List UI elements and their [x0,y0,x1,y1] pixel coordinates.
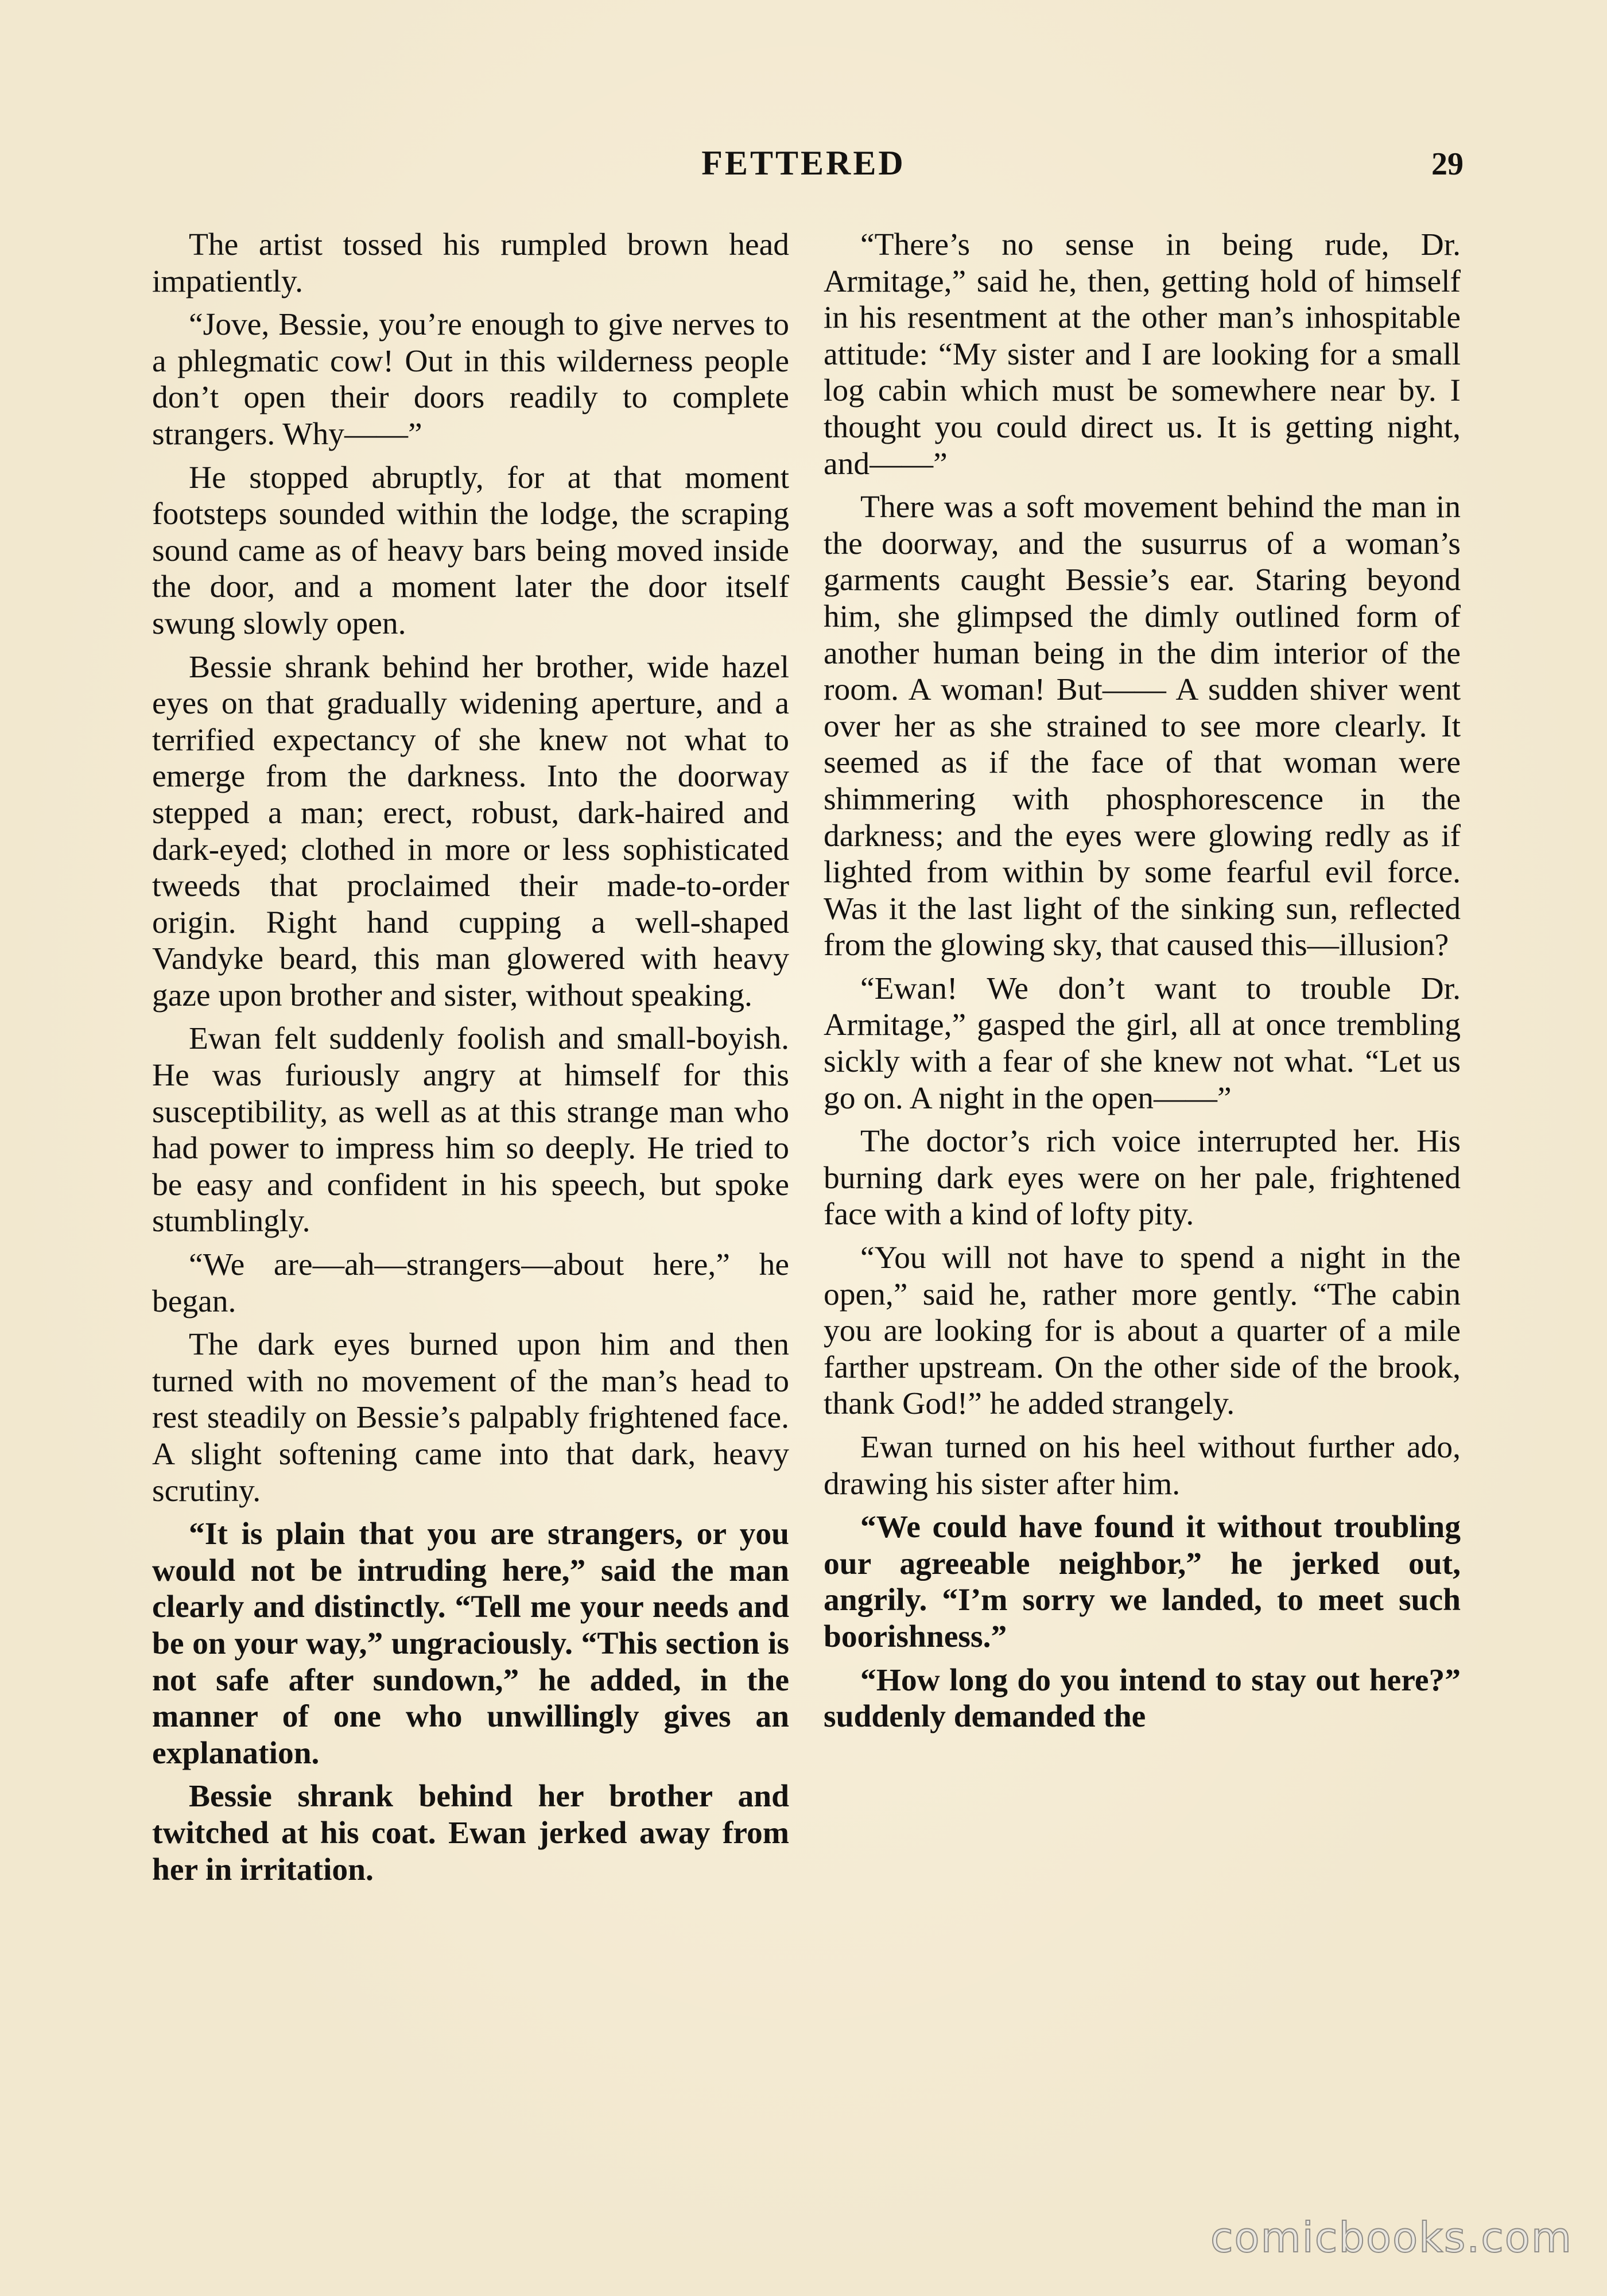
right-text-column [824,227,1461,1742]
paragraph: “How long do you intend to stay out here?” suddenly demanded the [824,1662,1461,1735]
paragraph: Bessie shrank behind her brother and twitched at his coat. Ewan jerked away from her in irritation. [152,1779,789,1887]
paragraph: “We are—ah—strangers—about here,” he began. [152,1247,789,1319]
paragraph: “There’s no sense in being rude, Dr. Armitage,” said he, then, getting hold of himself in his resentment at the other man’s inhospitable attitude: “My sister and I are looking for a small log cabin which must be somewhere near by. I thought you could direct us. It is getting night, and——” [824,227,1461,482]
paragraph: Ewan felt suddenly foolish and small-boyish. He was furiously angry at himself for this susceptibility, as well as at this strange man who had power to impress him so deeply. He tried to be easy and confident in his speech, but spoke stumblingly. [152,1021,789,1239]
paragraph: “You will not have to spend a night in the open,” said he, rather more gently. “The cabin you are looking for is about a quarter of a mile farther upstream. On the other side of the brook, thank God!” he added strangely. [824,1240,1461,1422]
page-header [149,144,1464,189]
paragraph: Ewan turned on his heel without further ado, drawing his sister after him. [824,1430,1461,1502]
paragraph: There was a soft movement behind the man in the doorway, and the susurrus of a woman’s garments caught Bessie’s ear. Staring beyond him, she glimpsed the dimly outlined form of another human being in the dim interior of the room. A woman! But—— A sudden shiver went over her as she strained to see more clearly. It seemed as if the face of that woman were shimmering with phosphorescence in the darkness; and the eyes were glowing redly as if lighted from within by some fearful evil force. Was it the last light of the sinking sun, reflected from the glowing sky, that caused this—illusion? [824,490,1461,963]
left-text-column [152,227,789,1895]
paragraph: The artist tossed his rumpled brown head impatiently. [152,227,789,299]
paragraph: He stopped abruptly, for at that moment footsteps sounded within the lodge, the scraping sound came as of heavy bars being moved inside the door, and a moment later the door itself swung slowly open. [152,460,789,641]
watermark: comicbooks.com [1210,2213,1573,2262]
paragraph: “Ewan! We don’t want to trouble Dr. Armitage,” gasped the girl, all at once trembling sickly with a fear of she knew not what. “Let us go on. A night in the open——” [824,971,1461,1116]
paragraph: Bessie shrank behind her brother, wide hazel eyes on that gradually widening aperture, and a terrified expectancy of she knew not what to emerge from the darkness. Into the doorway stepped a man; erect, robust, dark-haired and dark-eyed; clothed in more or less sophisticated tweeds that proclaimed their made-to-order origin. Right hand cupping a well-shaped Vandyke beard, this man glowered with heavy gaze upon brother and sister, without speaking. [152,649,789,1013]
paragraph: “We could have found it without troubling our agreeable neighbor,” he jerked out, angrily. “I’m sorry we landed, to meet such boorishness.” [824,1510,1461,1654]
running-title: FETTERED [701,144,906,182]
paragraph: The dark eyes burned upon him and then turned with no movement of the man’s head to rest steadily on Bessie’s palpably frightened face. A slight softening came into that dark, heavy scrutiny. [152,1327,789,1508]
paragraph: “Jove, Bessie, you’re enough to give nerves to a phlegmatic cow! Out in this wilderness people don’t open their doors readily to complete strangers. Why——” [152,307,789,452]
page-number: 29 [1431,146,1464,182]
paragraph: “It is plain that you are strangers, or you would not be intruding here,” said the man clearly and distinctly. “Tell me your needs and be on your way,” ungraciously. “This section is not safe after sundown,” he added, in the manner of one who unwillingly gives an explanation. [152,1517,789,1771]
paragraph: The doctor’s rich voice interrupted her. His burning dark eyes were on her pale, frightened face with a kind of lofty pity. [824,1124,1461,1232]
